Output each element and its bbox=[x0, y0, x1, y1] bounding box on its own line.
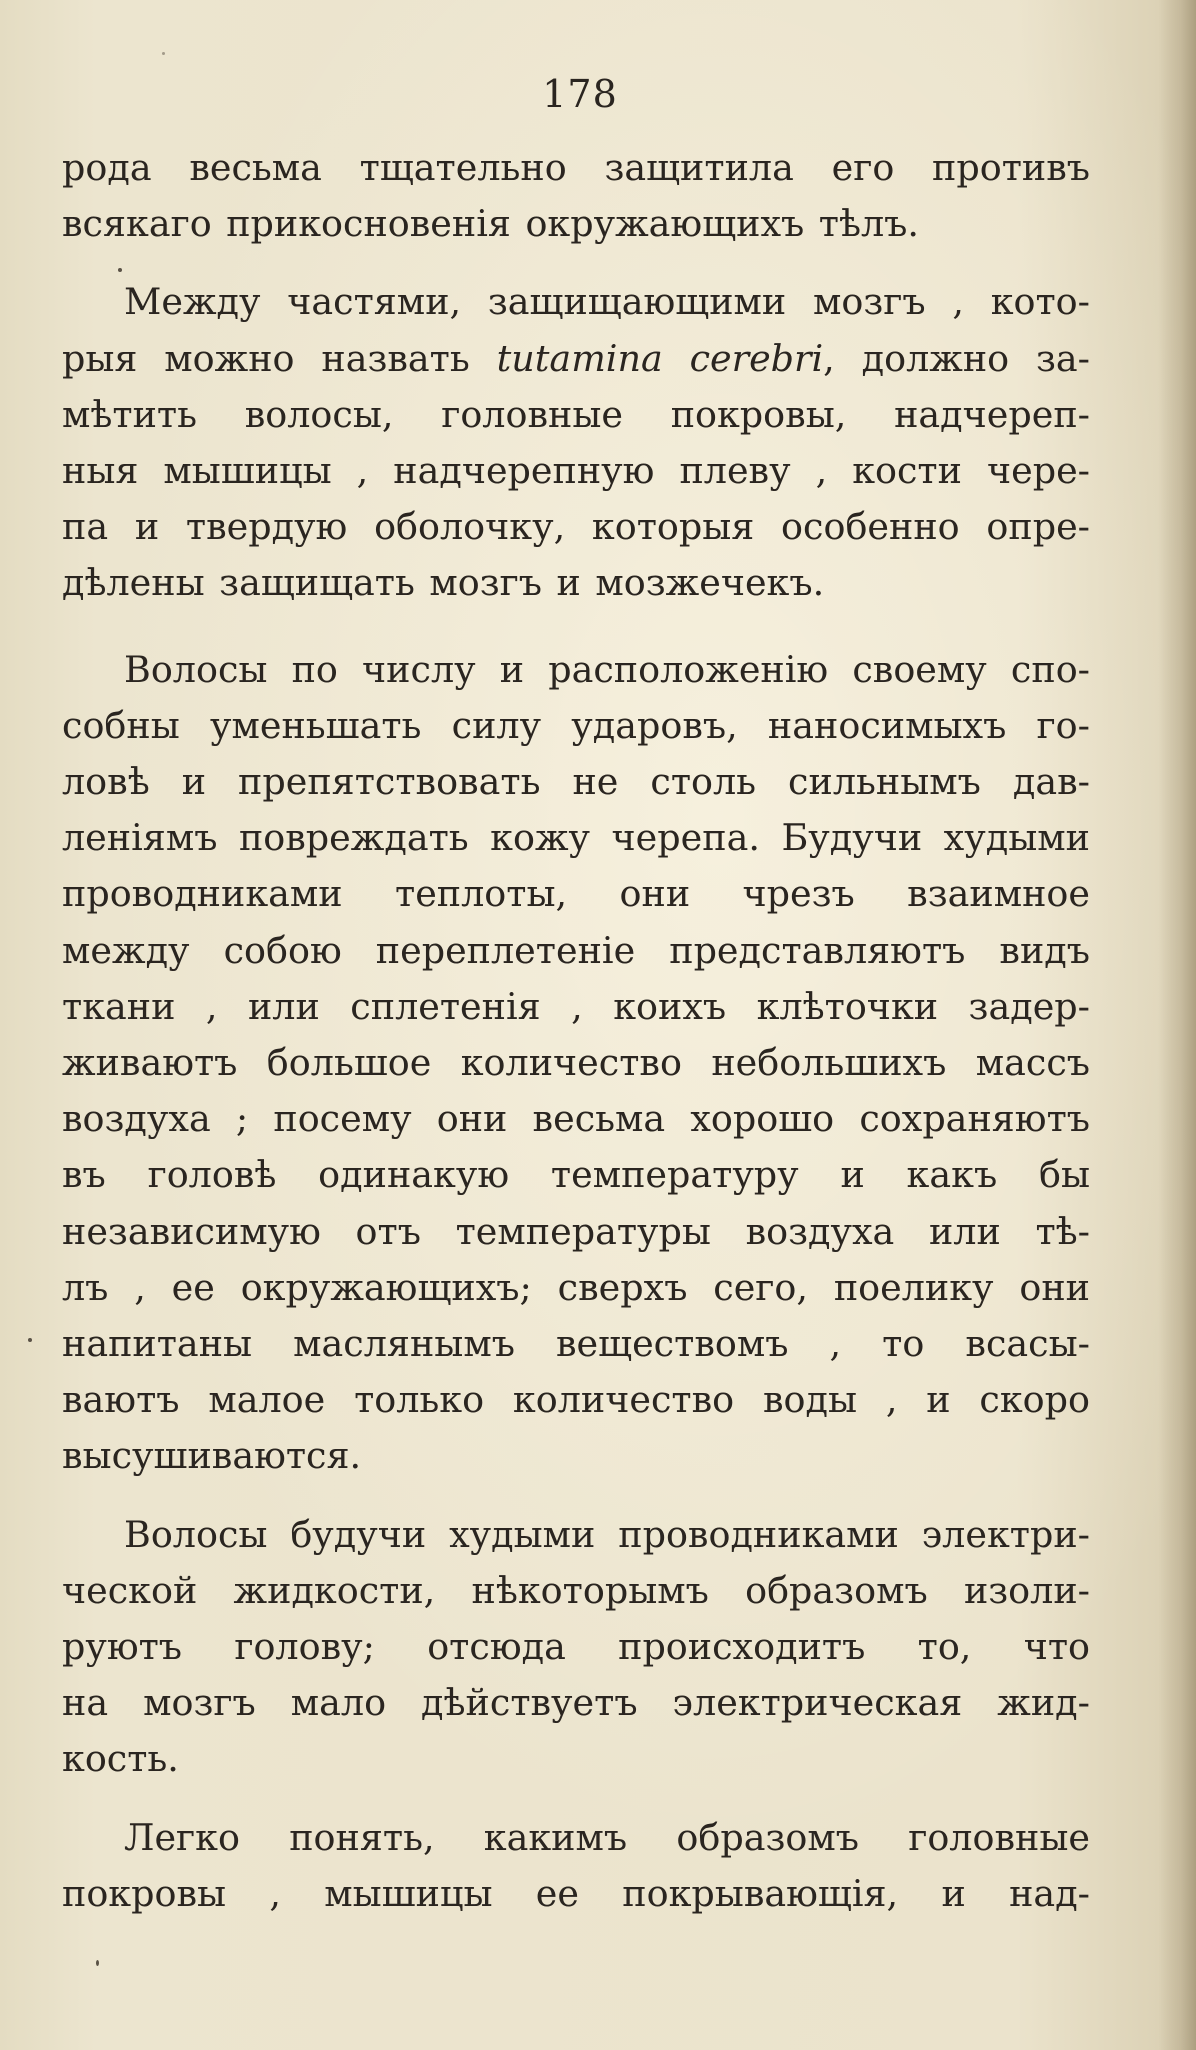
text-line: ваютъ малое только количество воды , и скоро bbox=[62, 1378, 1090, 1422]
text-line: ловѣ и препятствовать не столь сильнымъ дав- bbox=[62, 760, 1090, 804]
text-line: живаютъ большое количество небольшихъ массъ bbox=[62, 1041, 1090, 1085]
text-segment: рыя можно назвать bbox=[62, 336, 470, 380]
page-number: 178 bbox=[542, 72, 618, 116]
paragraph-4 bbox=[62, 1507, 1090, 1788]
text-line: руютъ голову; отсюда происходитъ то, что bbox=[62, 1625, 1090, 1669]
text-line: проводниками теплоты, они чрезъ взаимное bbox=[62, 872, 1090, 916]
text-line: покровы , мышицы ее покрывающія, и над- bbox=[62, 1871, 1090, 1915]
text-line: Волосы по числу и расположенію своему спо- bbox=[124, 647, 1090, 691]
text-line: всякаго прикосновенія окружающихъ тѣлъ. bbox=[62, 202, 920, 246]
text-line: ческой жидкости, нѣкоторымъ образомъ изоли- bbox=[62, 1568, 1090, 1612]
page-body-text bbox=[62, 140, 1090, 1922]
text-line-with-latin bbox=[62, 331, 1090, 387]
text-line: ныя мышицы , надчерепную плеву , кости чере- bbox=[62, 449, 1090, 493]
paragraph-1 bbox=[62, 140, 1090, 252]
latin-term: tutamina cerebri bbox=[496, 336, 824, 380]
paragraph-3 bbox=[62, 642, 1090, 1485]
page-gutter-shadow bbox=[1158, 0, 1196, 2050]
text-line: воздуха ; посему они весьма хорошо сохраняютъ bbox=[62, 1097, 1090, 1141]
text-segment: , должно за- bbox=[823, 336, 1090, 380]
text-line: рода весьма тщательно защитила его противъ bbox=[62, 146, 1090, 189]
text-line: независимую отъ температуры воздуха или тѣ- bbox=[62, 1209, 1090, 1253]
paragraph-2 bbox=[62, 274, 1090, 611]
paragraph-5 bbox=[62, 1810, 1090, 1922]
text-line: леніямъ повреждать кожу черепа. Будучи худыми bbox=[62, 816, 1090, 860]
text-line: дѣлены защищать мозгъ и мозжечекъ. bbox=[62, 561, 825, 605]
text-line: Между частями, защищающими мозгъ , кото- bbox=[124, 280, 1090, 324]
ink-speck bbox=[28, 1338, 32, 1342]
text-line: Волосы будучи худыми проводниками электри- bbox=[124, 1512, 1090, 1556]
text-line: мѣтить волосы, головные покровы, надчереп- bbox=[62, 392, 1090, 436]
text-line: кость. bbox=[62, 1737, 179, 1781]
text-line: собны уменьшать силу ударовъ, наносимыхъ го- bbox=[62, 703, 1090, 747]
ink-speck bbox=[118, 268, 122, 272]
text-line: высушиваются. bbox=[62, 1434, 362, 1478]
text-line: лъ , ее окружающихъ; сверхъ сего, поелику они bbox=[62, 1265, 1090, 1309]
text-line: въ головѣ одинакую температуру и какъ бы bbox=[62, 1153, 1090, 1197]
text-line: на мозгъ мало дѣйствуетъ электрическая жид- bbox=[62, 1681, 1090, 1725]
text-line: Легко понять, какимъ образомъ головные bbox=[124, 1815, 1090, 1859]
text-line: напитаны маслянымъ веществомъ , то всасы- bbox=[62, 1322, 1090, 1366]
text-line: па и твердую оболочку, которыя особенно опре- bbox=[62, 505, 1090, 549]
ink-speck bbox=[96, 1960, 99, 1966]
text-line: между собою переплетеніе представляютъ видъ bbox=[62, 928, 1090, 972]
ink-speck bbox=[162, 52, 165, 55]
text-line: ткани , или сплетенія , коихъ клѣточки задер- bbox=[62, 984, 1090, 1028]
